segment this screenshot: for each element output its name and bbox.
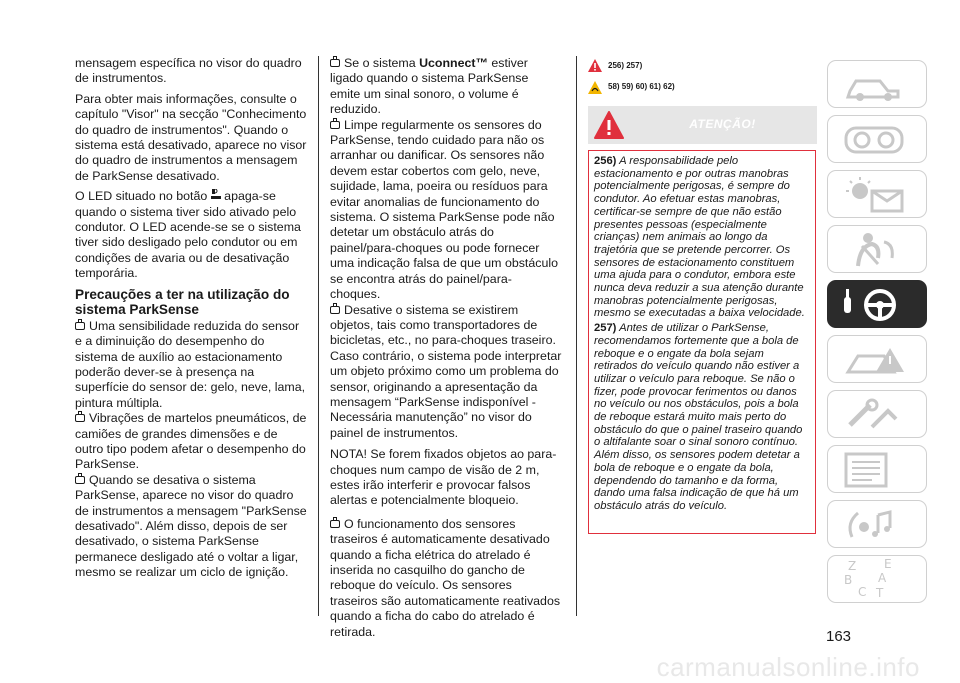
bullet-icon	[75, 476, 85, 484]
tab-lights-message[interactable]	[827, 170, 927, 218]
warning-references	[588, 58, 818, 73]
bullet-icon	[75, 322, 85, 330]
page-number: 163	[826, 628, 852, 645]
index-letter: Z	[848, 559, 857, 573]
text-column-1	[75, 56, 307, 581]
multimedia-icon	[842, 507, 912, 543]
bullet-item	[330, 118, 562, 303]
bullet-item	[75, 473, 307, 581]
tab-tools[interactable]	[827, 390, 927, 438]
warning-number: 256)	[594, 155, 617, 167]
tab-index[interactable]	[827, 555, 927, 603]
warning-number: 257)	[594, 322, 617, 335]
caution-triangle-icon	[588, 81, 602, 94]
bullet-item	[330, 303, 562, 442]
paragraph	[75, 189, 307, 281]
section-heading: Precauções a ter na utilização do sistema ParkSense	[75, 286, 290, 318]
bullet-item	[75, 319, 307, 411]
references-block	[588, 58, 818, 101]
reference-numbers: 58) 59) 60) 61) 62)	[608, 82, 675, 92]
bullet-text: Desative o sistema se existirem objetos, tais como transportadores de bicicletas, etc., no para-choques traseiro. Caso contrário, o sistema pode interpretar um objeto próximo como um problema do sensor, originando a apresentação da mensagem “ParkSense indisponível - Necessária manutenção” no visor do painel de instrumentos.	[330, 302, 562, 440]
paragraph: mensagem específica no visor do quadro de instrumentos.	[75, 56, 302, 86]
car-overview-icon	[842, 67, 912, 103]
watermark-footer: carmanualsonline.info	[656, 652, 920, 682]
bullet-icon	[330, 520, 340, 528]
bullet-item	[330, 56, 562, 118]
index-letter: C	[858, 585, 867, 599]
bullet-text: Vibrações de martelos pneumáticos, de camiões de grandes dimensões e de outro tipo podem afetar o desempenho do ParkSense.	[75, 411, 307, 472]
tab-warning-road[interactable]	[827, 335, 927, 383]
warning-item-257	[594, 322, 810, 513]
bullet-text: Limpe regularmente os sensores do ParkSense, tendo cuidado para não os arranhar ou danificar. Os sensores não devem estar cobertos com gelo, neve, sujidade, lama, poeira ou resíduos para evitar anomalias de funcionamento do sistema. O sistema ParkSense pode não detetar um obstáculo atrás do painel/para-choques ou pode fornecer uma indicação falsa de que um obstáculo se encontra atrás do painel/para-choques.	[330, 117, 558, 302]
column-divider	[318, 56, 319, 616]
key-steering-icon	[842, 287, 912, 323]
bullet-text: Uma sensibilidade reduzida do sensor e a diminuição do desempenho do sistema de auxílio ao estacionamento poderão dever-se à presença na superfície do sensor de: gelo, neve, lama, pintura múltipla.	[75, 318, 306, 410]
tab-dashboard[interactable]	[827, 115, 927, 163]
warning-road-icon	[842, 342, 912, 378]
bullet-text: O funcionamento dos sensores traseiros é automaticamente desativado quando a ficha elétrica do atrelado é inserida no casquilho do gancho de reboque do veículo. Os sensores traseiros são automaticamente reativados quando a ficha do cabo do atrelado é retirada.	[330, 516, 561, 639]
tab-checklist[interactable]	[827, 445, 927, 493]
warning-item-256	[594, 155, 810, 320]
warning-header	[588, 106, 817, 144]
dashboard-icon	[842, 122, 912, 158]
seatbelt-airbag-icon	[842, 232, 912, 268]
tab-key-steering[interactable]	[827, 280, 927, 328]
checklist-icon	[842, 452, 912, 488]
index-letter: B	[844, 573, 853, 587]
bullet-text: Se o sistema	[344, 56, 416, 70]
paragraph-text: O LED situado no botão	[75, 189, 208, 204]
bullet-icon	[330, 306, 340, 314]
column-divider	[576, 56, 577, 616]
svg-text:OFF: OFF	[211, 198, 218, 202]
index-letter: E	[884, 557, 892, 571]
lights-message-icon	[842, 177, 912, 213]
paragraph: Para obter mais informações, consulte o capítulo "Visor" na secção "Conhecimento do quadro de instrumentos". Quando o sistema está desativado, aparece no visor do quadro de instrumentos a mensagem de ParkSense desativado.	[75, 91, 307, 183]
parksense-button-icon	[211, 189, 221, 201]
bullet-icon	[75, 414, 85, 422]
bullet-icon	[330, 59, 340, 67]
paragraph-text: apaga-se quando o sistema tiver sido ativado pelo condutor. O LED acende-se se o sistema tiver sido desligado pelo condutor ou em condições de avaria ou de desativação temporária.	[75, 189, 301, 281]
tab-multimedia[interactable]	[827, 500, 927, 548]
bullet-icon	[330, 121, 340, 129]
warning-text: A responsabilidade pelo estacionamento e por outras manobras potencialmente perigosas, é sempre do condutor. Ao efetuar estas manobras, certificar-se sempre de que não estão presentes pessoas (especialmente crianças) nem animais ao longo da trajetória que se pretende percorrer. Os sensores de estacionamento constituem uma ajuda para o condutor, embora este nunca deva reduzir a sua atenção durante manobras potencialmente perigosas, mesmo se executadas a baixa velocidade.	[594, 155, 805, 320]
warning-text: Antes de utilizar o ParkSense, recomendamos fortemente que a bola de reboque e o engate da bola sejam retirados do veículo quando não estiver a utilizar o veículo para reboque. Se não o fizer, pode provocar ferimentos ou danos no veículo ou nos obstáculos, pois a bola de reboque estará muito mais perto do obstáculo do que o painel traseiro quando o altifalante soar o sinal sonoro contínuo. Além disso, os sensores podem detetar a bola de reboque e o engate da bola, dependendo do tamanho e da forma, dando uma falsa indicação de que há um obstáculo atrás do veículo.	[594, 322, 803, 512]
warning-box	[588, 150, 816, 534]
bullet-text: Quando se desativa o sistema ParkSense, aparece no visor do quadro de instrumentos a mensagem "ParkSense desativado". Além disso, depois de ser desativado, o sistema ParkSense permanece desligado até o voltar a ligar, mesmo se realizar um ciclo de ignição.	[75, 472, 307, 580]
note-paragraph: NOTA! Se forem fixados objetos ao para-choques num campo de visão de 2 m, estes irão interferir e provocar falsos alertas e potencialmente bloqueio.	[330, 447, 557, 508]
bullet-text: estiver ligado quando o sistema ParkSense emite um sinal sonoro, o volume é reduzido.	[330, 56, 529, 117]
caution-references	[588, 79, 818, 94]
text-column-2	[330, 56, 562, 640]
warning-triangle-icon	[588, 59, 602, 72]
reference-numbers: 256) 257)	[608, 61, 643, 70]
brand-name: Uconnect™	[419, 56, 488, 70]
bullet-item	[330, 517, 562, 640]
tab-car-overview[interactable]	[827, 60, 927, 108]
tab-seatbelt-airbag[interactable]	[827, 225, 927, 273]
index-letter: A	[878, 571, 887, 585]
bullet-item	[75, 411, 307, 473]
tools-icon	[842, 397, 912, 433]
index-letter: T	[876, 586, 884, 600]
index-icon	[844, 559, 904, 601]
warning-title: ATENÇÃO!	[689, 117, 756, 131]
